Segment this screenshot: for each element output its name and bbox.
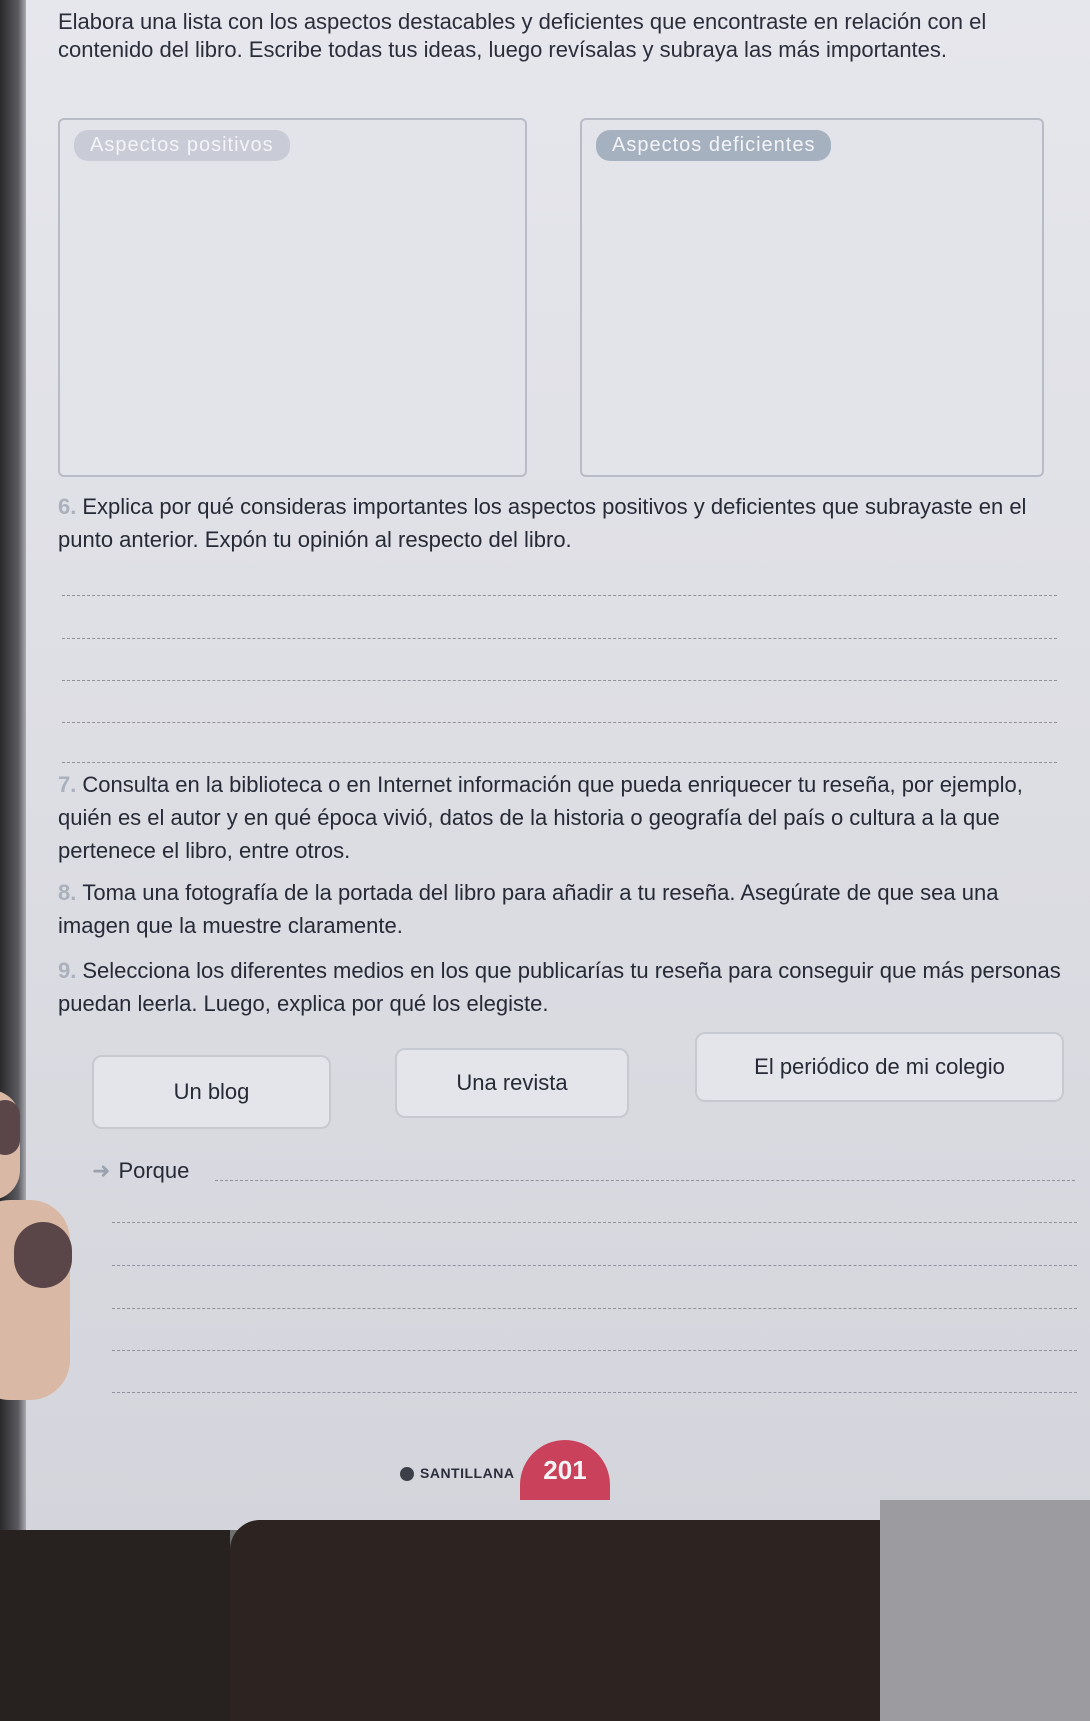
background-right [880, 1500, 1090, 1721]
publisher-logo [400, 1465, 514, 1481]
arrow-right-icon: ➜ [92, 1158, 111, 1183]
question-7-number: 7. [58, 772, 77, 797]
question-8-text: Toma una fotografía de la portada del libro para añadir a tu reseña. Asegúrate de que sea una imagen que la muestre claramente. [58, 880, 999, 938]
question-9 [58, 954, 1068, 1020]
question-8-number: 8. [58, 880, 77, 905]
option-blog[interactable]: Un blog [92, 1055, 331, 1129]
positive-aspects-box[interactable] [58, 118, 527, 477]
page-number-badge: 201 [520, 1440, 610, 1500]
porque-text: Porque [118, 1158, 190, 1183]
fingernail-bottom [14, 1222, 72, 1288]
answer-line-9-3[interactable] [112, 1265, 1077, 1266]
answer-line-6-5[interactable] [62, 762, 1057, 763]
question-7-text: Consulta en la biblioteca o en Internet información que pueda enriquecer tu reseña, por ejemplo, quién es el autor y en qué época vivió, datos de la historia o geografía del país o cultura a la que pertenece el libro, entre otros. [58, 772, 1023, 863]
background-left [0, 1530, 230, 1721]
question-7 [58, 768, 1068, 867]
answer-line-9-1[interactable] [215, 1180, 1075, 1181]
intro-instruction: Elabora una lista con los aspectos destacables y deficientes que encontraste en relación con el contenido del libro. Escribe todas tus ideas, luego revísalas y subraya las más importantes. [58, 9, 987, 62]
publisher-name: SANTILLANA [420, 1465, 515, 1481]
deficient-aspects-box[interactable] [580, 118, 1044, 477]
question-8 [58, 876, 1068, 942]
question-9-number: 9. [58, 958, 77, 983]
answer-line-9-4[interactable] [112, 1308, 1077, 1309]
publisher-mark-icon [400, 1467, 414, 1481]
answer-line-9-6[interactable] [112, 1392, 1077, 1393]
porque-label [92, 1158, 189, 1184]
positive-aspects-title: Aspectos positivos [74, 130, 290, 161]
question-9-text: Selecciona los diferentes medios en los que publicarías tu reseña para conseguir que más personas puedan leerla. Luego, explica por qué los elegiste. [58, 958, 1061, 1016]
question-6 [58, 490, 1068, 556]
fingernail-top [0, 1100, 20, 1155]
option-magazine[interactable]: Una revista [395, 1048, 629, 1118]
question-6-number: 6. [58, 494, 77, 519]
question-6-text: Explica por qué consideras importantes los aspectos positivos y deficientes que subrayaste en el punto anterior. Expón tu opinión al respecto del libro. [58, 494, 1027, 552]
answer-line-6-1[interactable] [62, 595, 1057, 596]
answer-line-9-5[interactable] [112, 1350, 1077, 1351]
option-school-newspaper[interactable]: El periódico de mi colegio [695, 1032, 1064, 1102]
answer-line-6-2[interactable] [62, 638, 1057, 639]
background-lap [230, 1520, 910, 1721]
answer-line-6-4[interactable] [62, 722, 1057, 723]
deficient-aspects-title: Aspectos deficientes [596, 130, 831, 161]
answer-line-9-2[interactable] [112, 1222, 1077, 1223]
answer-line-6-3[interactable] [62, 680, 1057, 681]
